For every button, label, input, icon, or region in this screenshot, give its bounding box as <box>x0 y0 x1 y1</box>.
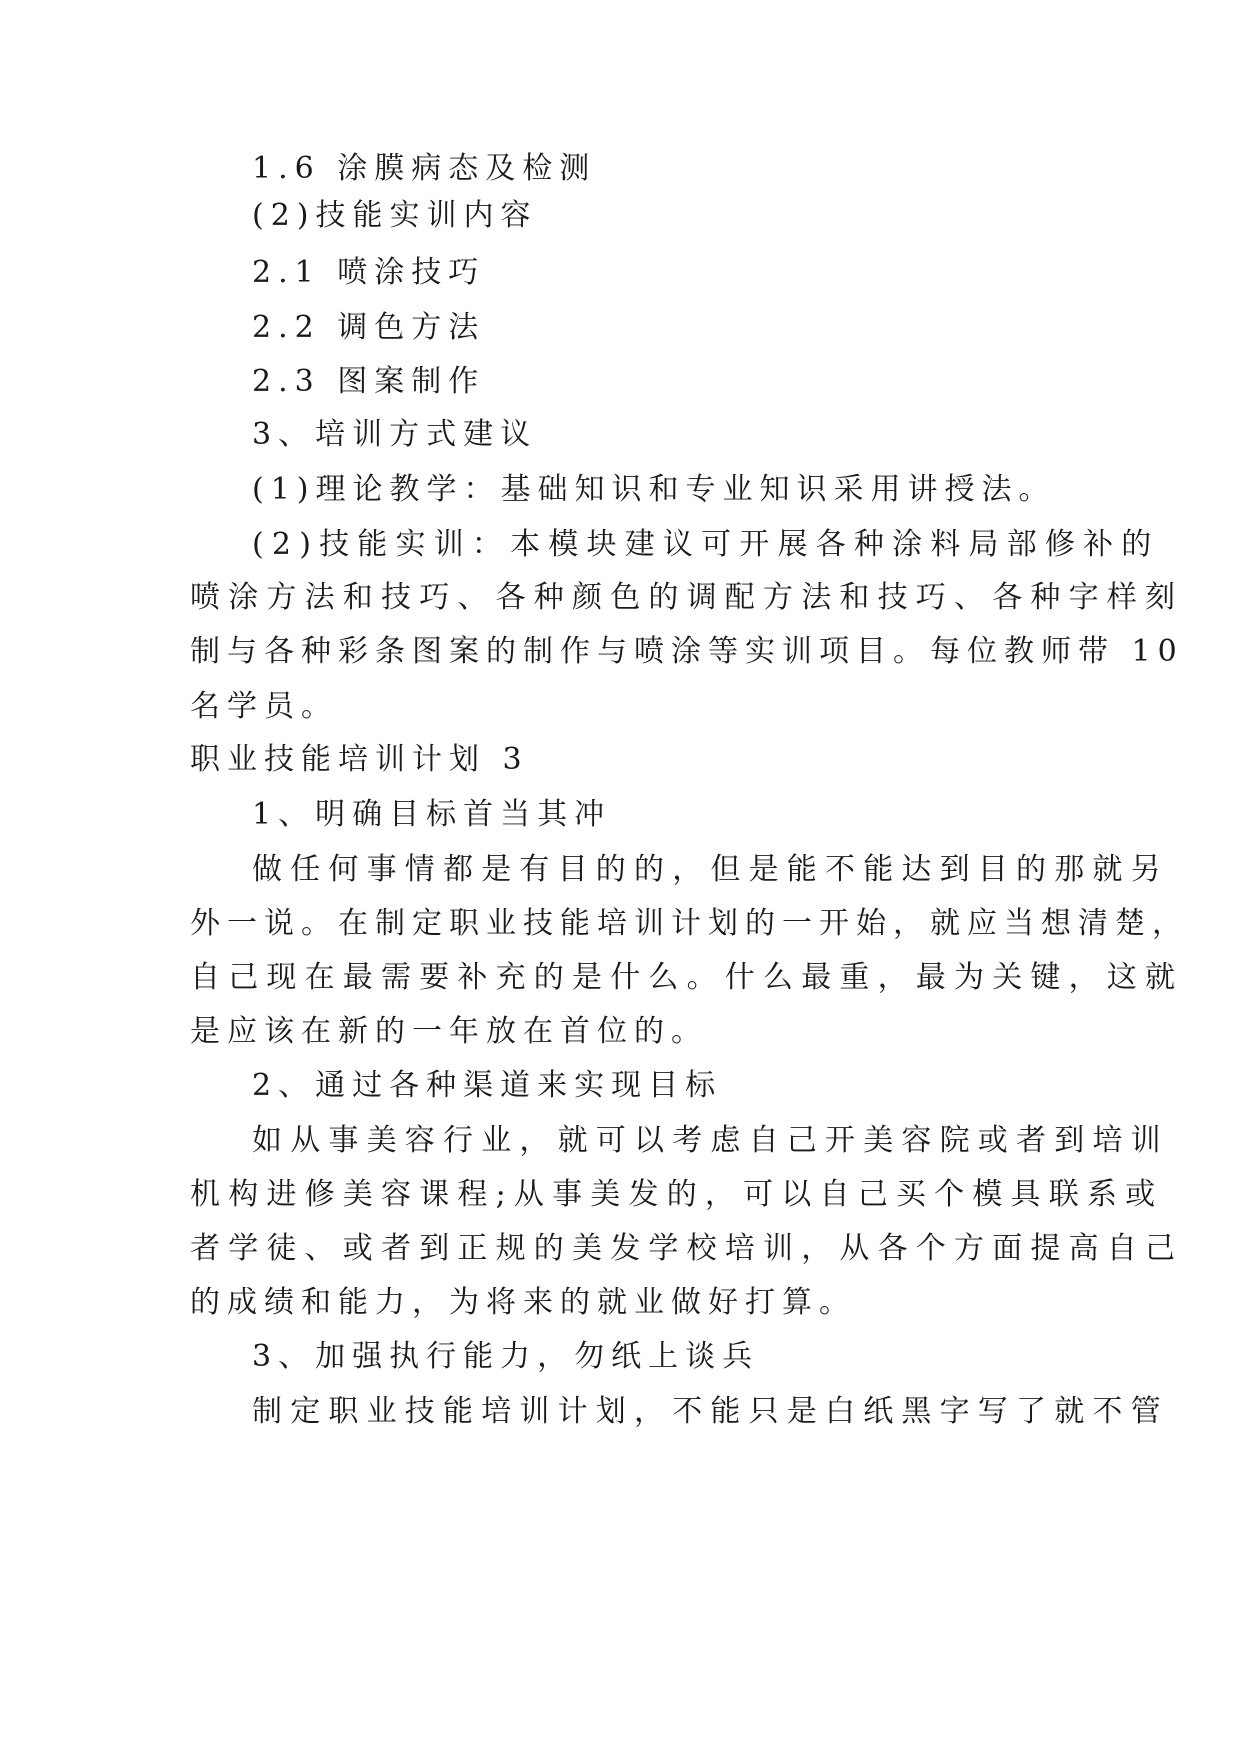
paragraph-goals-line-3: 自己现在最需要补充的是什么。什么最重，最为关键，这就 <box>190 960 1184 995</box>
paragraph-channels-line-1: 如从事美容行业，就可以考虑自己开美容院或者到培训 <box>252 1123 1169 1158</box>
heading-channels: 2、通过各种渠道来实现目标 <box>252 1068 723 1103</box>
heading-execution: 3、加强执行能力，勿纸上谈兵 <box>252 1339 760 1374</box>
heading-training-methods: 3、培训方式建议 <box>252 417 538 452</box>
paragraph-theory-teaching: (1)理论教学：基础知识和专业知识采用讲授法。 <box>252 472 1056 507</box>
heading-skill-training-content: (2)技能实训内容 <box>252 198 538 233</box>
heading-1-6: 1.6 涂膜病态及检测 <box>252 151 597 186</box>
paragraph-skill-training-line-1: (2)技能实训：本模块建议可开展各种涂料局部修补的 <box>252 527 1160 562</box>
paragraph-channels-line-3: 者学徒、或者到正规的美发学校培训，从各个方面提高自己 <box>190 1231 1184 1266</box>
paragraph-skill-training-line-4: 名学员。 <box>190 689 338 724</box>
paragraph-skill-training-line-3: 制与各种彩条图案的制作与喷涂等实训项目。每位教师带 10 <box>190 634 1184 669</box>
heading-2-3: 2.3 图案制作 <box>252 364 486 399</box>
section-title-plan-3: 职业技能培训计划 3 <box>190 742 529 777</box>
paragraph-goals-line-1: 做任何事情都是有目的的，但是能不能达到目的那就另 <box>252 852 1169 887</box>
heading-2-1: 2.1 喷涂技巧 <box>252 255 486 290</box>
paragraph-execution-line-1: 制定职业技能培训计划，不能只是白纸黑字写了就不管 <box>252 1394 1169 1429</box>
heading-clear-goals: 1、明确目标首当其冲 <box>252 797 612 832</box>
heading-2-2: 2.2 调色方法 <box>252 310 486 345</box>
paragraph-goals-line-2: 外一说。在制定职业技能培训计划的一开始，就应当想清楚， <box>190 906 1189 941</box>
paragraph-goals-line-4: 是应该在新的一年放在首位的。 <box>190 1014 708 1049</box>
paragraph-channels-line-4: 的成绩和能力，为将来的就业做好打算。 <box>190 1285 856 1320</box>
paragraph-channels-line-2: 机构进修美容课程;从事美发的，可以自己买个模具联系或 <box>190 1177 1164 1212</box>
paragraph-skill-training-line-2: 喷涂方法和技巧、各种颜色的调配方法和技巧、各种字样刻 <box>190 580 1184 615</box>
